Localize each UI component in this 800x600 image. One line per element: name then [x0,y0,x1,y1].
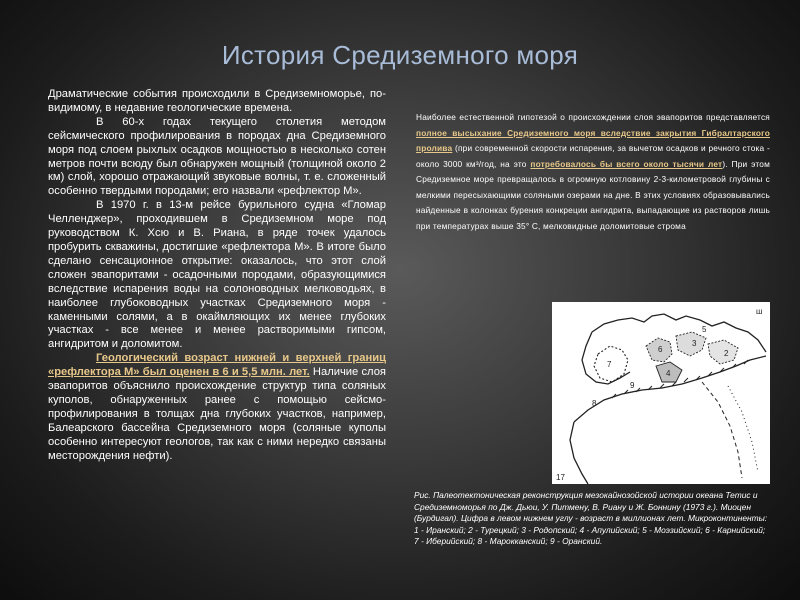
left-text-column [48,88,386,463]
figure-caption [414,490,770,548]
slide-title: История Средиземного моря [221,40,579,70]
left-paragraph-4 [48,352,386,463]
right-paragraph [416,110,770,234]
map-number: 8 [592,399,597,408]
map-number: 3 [692,339,697,348]
map-number: 2 [724,349,729,358]
left-paragraph-2: В 60-х годах текущего столетия методом сейсмического профилирования в породах дна Средиземного моря под слоем рыхлых осадков мощностью в несколько сотен метров почти всюду был обнаружен мощный (толщиной около 2 км) слой, хорошо отражающий звуковые волны, т. е. сложенный особенно твердыми породами; его назвали «рефлектор М». [48,115,386,198]
left-paragraph-1: Драматические события происходили в Средиземноморье, по-видимому, в недавние геологические времена. [48,88,386,114]
drying-highlight: полное высыхание Средиземного моря вследствие закрытия Гибралтарского пролива [416,127,770,153]
map-drawing [552,302,770,484]
map-number: 5 [702,325,707,334]
thousand-years-highlight: потребовалось бы всего около тысячи лет [530,158,723,169]
map-number: 6 [658,345,663,354]
left-paragraph-3: В 1970 г. в 13-м рейсе бурильного судна «Гломар Челленджер», проходившем в Средиземном море под руководством К. Хсю и В. Риана, в ряде точек удалось пробурить скважины, достигшие «рефлектора М». В итоге было сделано сенсационное открытие: оказалось, что этот слой сложен эвапоритами - осадочными породами, образующимися вследствие испарения воды на солоноводных мелководьях, в наиболее глубоководных участках Средиземного моря - каменными солями, а в окаймляющих их менее глубоких участках - все менее и менее растворимыми гипсом, ангидритом и доломитом. [48,199,386,351]
map-number: 9 [630,381,635,390]
age-highlight: Геологический возраст нижней и верхней границ «рефлектора М» был оценен в 6 и 5,5 млн. лет. [48,352,386,379]
right-text-2: (при современной скорости испарения, за вычетом осадков и речного стока - около 3000 км³/год, на это [416,143,770,169]
right-text-3: ). При этом Средиземное море превращалось в огромную котловину 2-3-километровой глубины с мелкими пересыхающими соляными озерами на дне. В этих условиях образовывались найденные в колонках бурения конкреции ангидрита, выпадающие из растворов лишь при температурах выше 35° С, мелковидные доломитовые строма [416,158,770,231]
right-text-1: Наиболее естественной гипотезой о происхождении слоя эвапоритов представляется [416,112,770,122]
map-number: 7 [607,360,612,369]
caption-text: Рис. Палеотектоническая реконструкция мезокайнозойской истории океана Тетис и Средиземноморья по Дж. Дьюи, У. Питмену, В. Риану и Ж. Боннину (1973 г.). Миоцен (Бурдигал). Цифра в левом нижнем углу - возраст в миллионах лет. Микроконтиненты: 1 - Иранский; 2 - Турецкий; 3 - Родопский; 4 - Апулийский; 5 - Моэзийский; 6 - Карнийский; 7 - Иберийский; 8 - Марокканский; 9 - Оранский. [414,490,768,547]
map-corner-label: ш [756,307,763,316]
map-age-label: 17 [556,473,565,482]
map-number: 4 [666,369,671,378]
paleotectonic-map [552,302,770,484]
right-text-column [416,110,770,234]
left-paragraph-4-rest: Наличие слоя эвапоритов объяснило происхождение структур типа соляных куполов, обнаруженных ранее с помощью сейсмо-профилирования в толщах дна глубоких участков, например, Балеарского бассейна Средиземного моря (соляные куполы особенно интересуют геологов, так как с ними нередко связаны месторождения нефти). [48,366,386,462]
